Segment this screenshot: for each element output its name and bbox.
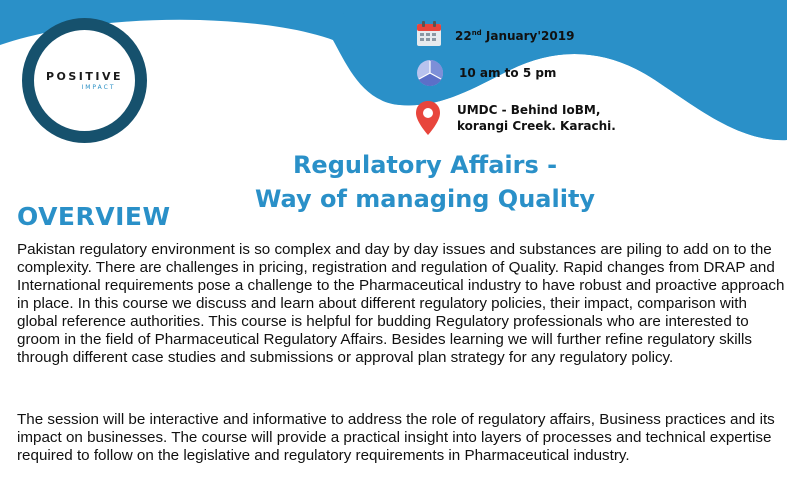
logo-main-text: POSITIVE — [45, 70, 124, 83]
venue-line-2: korangi Creek. Karachi. — [457, 119, 616, 133]
overview-heading: OVERVIEW — [17, 202, 171, 231]
clock-icon — [415, 58, 445, 88]
overview-paragraph-2: The session will be interactive and informative to address the role of regulatory affairs, Business practices and its impact on businesses. The course will provide a practical insight into layers of processes and technical expertise required to follow on the legislative and regulatory requirements in Pharmaceutical industry. — [17, 411, 775, 464]
logo-sub-text: IMPACT — [81, 84, 116, 91]
event-date: 22nd January'2019 — [455, 28, 575, 43]
positive-impact-logo — [22, 18, 147, 143]
event-time: 10 am to 5 pm — [459, 66, 557, 80]
course-title-line-1: Regulatory Affairs - — [292, 151, 558, 179]
course-title — [190, 148, 660, 216]
event-time-row — [415, 58, 556, 88]
event-venue — [457, 102, 616, 134]
overview-paragraph-1: Pakistan regulatory environment is so complex and day by day issues and substances are piling to add on to the complexity. There are challenges in pricing, registration and regulation of Quality. Rapid changes from DRAP and International requirements pose a challenge to the Pharmaceutical industry to have robust and proactive approach in place. In this course we discuss and learn about different regulatory policies, their impact, comparison with global reference authorities. This course is helpful for budding Regulatory professionals who are interested to groom in the field of Pharmaceutical Regulatory Affairs. Besides learning we will further refine regulatory skills through different case studies and submissions or approval plan strategy for any regulatory policy. — [17, 241, 785, 366]
calendar-icon — [415, 20, 443, 48]
venue-line-1: UMDC - Behind IoBM, — [457, 103, 601, 117]
location-pin-icon — [415, 100, 441, 136]
event-date-row — [415, 20, 574, 48]
event-venue-row — [415, 100, 616, 136]
course-title-line-2: Way of managing Quality — [254, 185, 596, 213]
